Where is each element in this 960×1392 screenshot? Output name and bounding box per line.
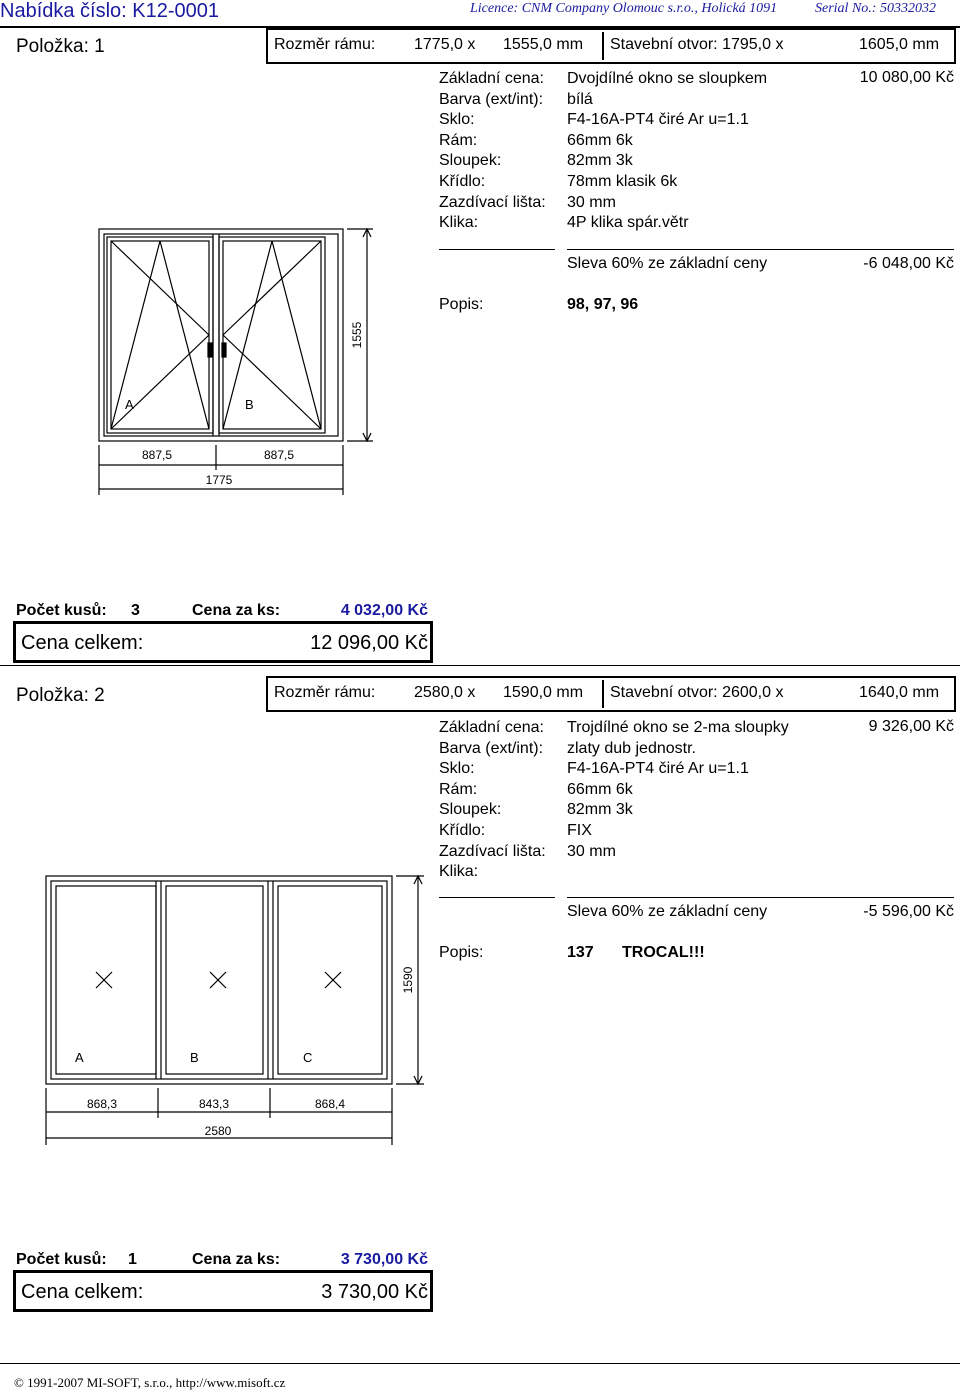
spec-key: Rám: bbox=[439, 131, 478, 149]
discount-value: -6 048,00 Kč bbox=[863, 255, 954, 272]
sash-label-a: A bbox=[125, 397, 134, 412]
spec-value: Trojdílné okno se 2-ma sloupky bbox=[567, 719, 789, 736]
spec-value: F4-16A-PT4 čiré Ar u=1.1 bbox=[567, 111, 749, 129]
item-divider bbox=[0, 665, 960, 666]
sash-label-b: B bbox=[245, 397, 254, 412]
item-label: Položka: 2 bbox=[16, 685, 105, 706]
window-drawing bbox=[40, 870, 430, 1145]
spec-keys bbox=[439, 69, 546, 234]
frame-width: 2580,0 x bbox=[414, 684, 476, 701]
window-drawing bbox=[95, 225, 380, 495]
discount-label: Sleva 60% ze základní ceny bbox=[567, 255, 768, 272]
unit-price-value: 4 032,00 Kč bbox=[340, 602, 428, 619]
qty-value: 3 bbox=[131, 602, 140, 619]
total-value: 12 096,00 Kč bbox=[310, 632, 428, 654]
total-width-dim: 1775 bbox=[205, 473, 233, 487]
spec-value: 82mm 3k bbox=[567, 801, 633, 819]
qty-label: Počet kusů: bbox=[16, 602, 107, 619]
spec-value: 30 mm bbox=[567, 193, 616, 211]
spec-key: Základní cena: bbox=[439, 70, 544, 87]
spec-key: Barva (ext/int): bbox=[439, 90, 544, 108]
offer-title: Nabídka číslo: K12-0001 bbox=[0, 0, 220, 22]
serial-number: Serial No.: 50332032 bbox=[815, 1, 936, 16]
note-label: Popis: bbox=[439, 944, 484, 961]
height-dim: 1555 bbox=[350, 321, 364, 349]
spec-key: Zazdívací lišta: bbox=[439, 842, 546, 860]
item-label: Položka: 1 bbox=[16, 36, 105, 57]
discount-label: Sleva 60% ze základní ceny bbox=[567, 903, 768, 920]
copyright-text: © 1991-2007 MI-SOFT, s.r.o., http://www.misoft.cz bbox=[14, 1375, 286, 1390]
underline bbox=[567, 249, 954, 250]
frame-height: 1555,0 mm bbox=[503, 36, 584, 53]
sash-width-dim: 868,4 bbox=[314, 1097, 346, 1111]
sash-width-dim: 887,5 bbox=[263, 448, 295, 462]
total-label: Cena celkem: bbox=[21, 632, 144, 654]
base-price: 10 080,00 Kč bbox=[859, 69, 954, 86]
sash-label-c: C bbox=[303, 1050, 313, 1065]
opening-size: Stavební otvor: 1795,0 x bbox=[610, 36, 784, 53]
spec-key: Křídlo: bbox=[439, 821, 486, 839]
note-value: 98, 97, 96 bbox=[567, 296, 639, 313]
height-dim: 1590 bbox=[401, 966, 415, 994]
spec-keys bbox=[439, 718, 546, 883]
note-value: 137 bbox=[567, 944, 594, 961]
spec-value bbox=[567, 862, 789, 883]
discount-value: -5 596,00 Kč bbox=[863, 903, 954, 920]
spec-value: 4P klika spár.větr bbox=[567, 214, 689, 232]
underline bbox=[567, 897, 954, 898]
qty-value: 1 bbox=[128, 1251, 137, 1268]
sash-label-a: A bbox=[75, 1050, 84, 1065]
sash-width-dim: 843,3 bbox=[198, 1097, 230, 1111]
sash-label-b: B bbox=[190, 1050, 199, 1065]
spec-key: Klika: bbox=[439, 863, 479, 881]
frame-height: 1590,0 mm bbox=[503, 684, 584, 701]
spec-key: Sklo: bbox=[439, 111, 475, 129]
spec-value: 30 mm bbox=[567, 842, 616, 860]
unit-price-value: 3 730,00 Kč bbox=[340, 1251, 428, 1268]
spec-values bbox=[567, 69, 767, 234]
note-extra: TROCAL!!! bbox=[622, 944, 705, 961]
qty-label: Počet kusů: bbox=[16, 1251, 107, 1268]
underline bbox=[439, 897, 555, 898]
total-value: 3 730,00 Kč bbox=[321, 1281, 428, 1303]
spec-key: Sloupek: bbox=[439, 152, 502, 170]
spec-key: Zazdívací lišta: bbox=[439, 193, 546, 211]
spec-key: Rám: bbox=[439, 780, 478, 798]
spec-value: 78mm klasik 6k bbox=[567, 172, 678, 190]
base-price: 9 326,00 Kč bbox=[868, 718, 954, 735]
opening-height: 1605,0 mm bbox=[859, 36, 940, 53]
sash-width-dim: 868,3 bbox=[86, 1097, 118, 1111]
frame-size-label: Rozměr rámu: bbox=[274, 684, 376, 701]
spec-key: Křídlo: bbox=[439, 172, 486, 190]
sash-width-dim: 887,5 bbox=[141, 448, 173, 462]
total-width-dim: 2580 bbox=[204, 1124, 232, 1138]
frame-size-label: Rozměr rámu: bbox=[274, 36, 376, 53]
note-label: Popis: bbox=[439, 296, 484, 313]
underline bbox=[439, 249, 555, 250]
total-label: Cena celkem: bbox=[21, 1281, 144, 1303]
footer-divider bbox=[0, 1363, 960, 1364]
spec-value: 66mm 6k bbox=[567, 131, 633, 149]
spec-key: Klika: bbox=[439, 214, 479, 232]
frame-width: 1775,0 x bbox=[414, 36, 476, 53]
unit-price-label: Cena za ks: bbox=[192, 602, 281, 619]
spec-key: Sloupek: bbox=[439, 801, 502, 819]
spec-value: Dvojdílné okno se sloupkem bbox=[567, 70, 768, 87]
licence-text: Licence: CNM Company Olomouc s.r.o., Holická 1091 bbox=[470, 1, 778, 16]
unit-price-label: Cena za ks: bbox=[192, 1251, 281, 1268]
spec-value: FIX bbox=[567, 821, 592, 839]
opening-height: 1640,0 mm bbox=[859, 684, 940, 701]
spec-values bbox=[567, 718, 789, 883]
spec-key: Barva (ext/int): bbox=[439, 739, 544, 757]
opening-size: Stavební otvor: 2600,0 x bbox=[610, 684, 784, 701]
spec-value: 66mm 6k bbox=[567, 780, 633, 798]
spec-value: zlaty dub jednostr. bbox=[567, 739, 696, 757]
spec-value: F4-16A-PT4 čiré Ar u=1.1 bbox=[567, 760, 749, 778]
spec-value: bílá bbox=[567, 90, 593, 108]
spec-value: 82mm 3k bbox=[567, 152, 633, 170]
spec-key: Sklo: bbox=[439, 760, 475, 778]
spec-key: Základní cena: bbox=[439, 719, 544, 736]
